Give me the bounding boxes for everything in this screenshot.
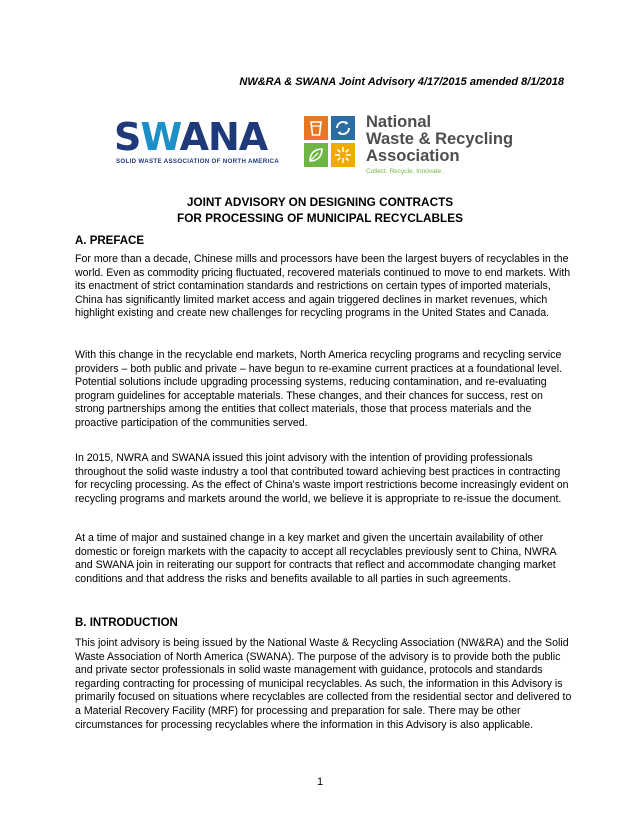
section-a-paragraph-1: For more than a decade, Chinese mills and processors have been the largest buyers of recyclables in the world. Even as commodity pricing fluctuated, recovered materials continued to move to end markets. With its enactment of strict contamination standards and restrictions on certain types of imported materials, China has significantly limited market access and again triggered declines in market revenues, which highlight existing and create new challenges for recycling programs in the United States and Canada. xyxy=(75,253,571,320)
nwra-tagline: Collect. Recycle. Innovate. xyxy=(366,168,443,175)
recycle-arrows-icon xyxy=(331,116,355,140)
swana-subtitle: SOLID WASTE ASSOCIATION OF NORTH AMERICA xyxy=(116,158,280,165)
section-a-paragraph-4: At a time of major and sustained change in a key market and given the uncertain availability of other domestic or foreign markets with the capacity to accept all recyclables previously sent to China, NWRA and SWANA join in reiterating our support for contracts that reflect and accommodate changing market conditions and that address the risks and benefits available to all parties in such agreements. xyxy=(75,532,557,585)
leaf-icon xyxy=(304,143,328,167)
nwra-line-3: Association xyxy=(366,147,460,165)
logo-banner xyxy=(114,114,534,180)
section-b-heading: B. INTRODUCTION xyxy=(75,617,178,629)
cup-icon xyxy=(304,116,328,140)
page-number: 1 xyxy=(316,776,324,788)
document-title-line-1: JOINT ADVISORY ON DESIGNING CONTRACTS xyxy=(186,195,454,209)
swana-logo xyxy=(114,114,267,160)
section-a-heading: A. PREFACE xyxy=(75,235,145,247)
section-a-paragraph-3: In 2015, NWRA and SWANA issued this joint advisory with the intention of providing professionals throughout the solid waste industry a tool that contributed toward achieving best practices in contracting for recycling processing. As the effect of China's waste import restrictions become increasingly evident on recycling programs and markets around the world, we believe it is appropriate to re-issue the document. xyxy=(75,452,569,505)
document-title-line-2: FOR PROCESSING OF MUNICIPAL RECYCLABLES xyxy=(177,211,463,225)
nwra-line-2: Waste & Recycling xyxy=(366,130,514,148)
section-a-paragraph-2: With this change in the recyclable end markets, North America recycling programs and recycling service providers – both public and private – have begun to re-examine current practices at a foundational level. Potential solutions include upgrading processing systems, reducing contamination, and re-evaluating program guidelines for acceptable materials. These changes, and their chances for success, rest on strong partnerships among the entities that collect materials, those that process materials and the proactive participation of the communities served. xyxy=(75,349,563,429)
nwra-line-1: National xyxy=(366,113,432,131)
nwra-logo-mark xyxy=(304,116,356,168)
swana-letter-w: W xyxy=(140,115,180,159)
nwra-logo-text xyxy=(366,114,513,165)
swana-letters-ana: ANA xyxy=(179,115,268,159)
swana-letter-s: S xyxy=(114,115,141,159)
section-b-paragraph-1: This joint advisory is being issued by the National Waste & Recycling Association (NW&RA) and the Solid Waste Association of North America (SWANA). The purpose of the advisory is to provide both the public and private sector professionals in solid waste management with guidance, protocols and standards regarding contracting for processing of municipal recyclables. As such, the information in this Advisory is primarily focused on situations where recyclables are collected from the residential sector and delivered to a Material Recovery Facility (MRF) for processing and preparation for sale. There may be other circumstances for processing recyclables where the information in this Advisory is also applicable. xyxy=(75,637,572,731)
sunburst-icon xyxy=(331,143,355,167)
running-header: NW&RA & SWANA Joint Advisory 4/17/2015 amended 8/1/2018 xyxy=(239,76,564,88)
